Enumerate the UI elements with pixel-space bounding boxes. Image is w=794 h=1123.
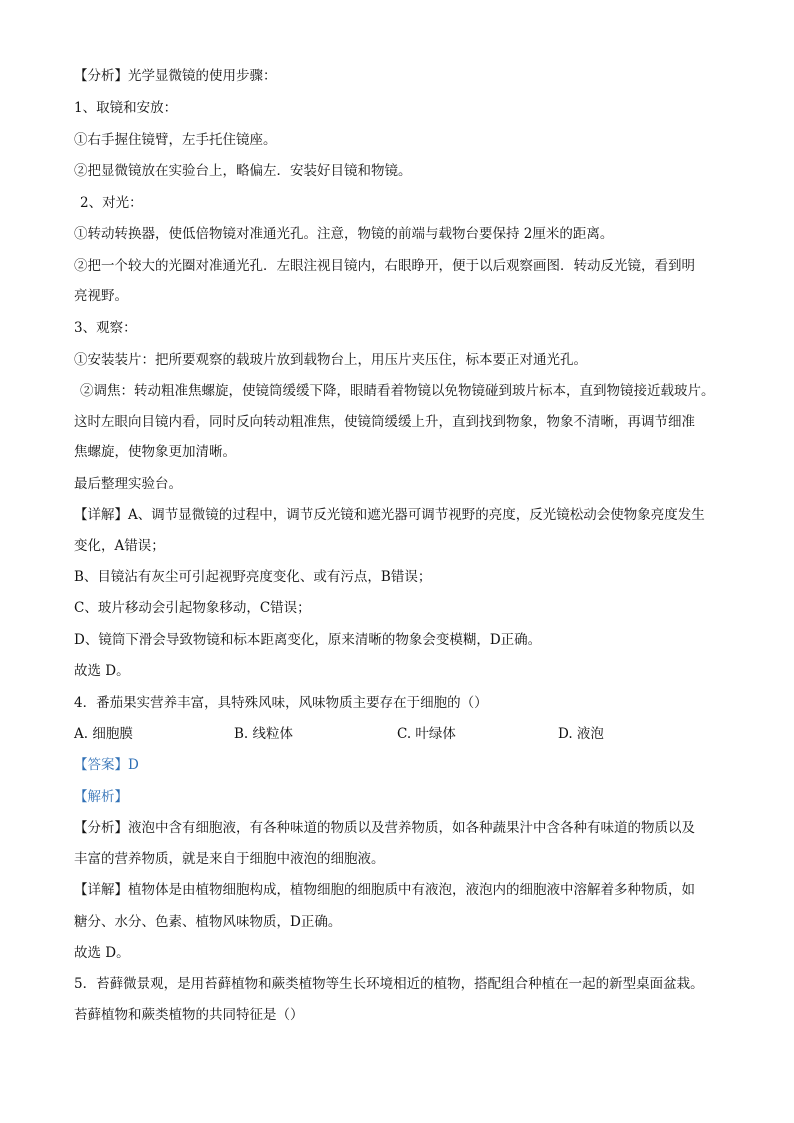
text-line: 糖分、水分、色素、植物风味物质，D正确。 — [74, 914, 342, 930]
text-line: 【详解】A、调节显微镜的过程中，调节反光镜和遮光器可调节视野的亮度，反光镜松动会使物象亮度发生 — [74, 507, 705, 523]
text-line: 这时左眼向目镜内看，同时反向转动粗准焦，使镜筒缓缓上升，直到找到物象，物象不清晰，再调节细准 — [74, 414, 695, 430]
text-line: 故选 D。 — [74, 945, 130, 961]
text-line: 3、观察： — [74, 320, 137, 336]
text-line: 焦螺旋，使物象更加清晰。 — [74, 444, 236, 460]
text-line: 丰富的营养物质，就是来自于细胞中液泡的细胞液。 — [74, 851, 385, 867]
text-line: D、镜筒下滑会导致物镜和标本距离变化，原来清晰的物象会变模糊，D正确。 — [74, 632, 542, 648]
question-4: 4．番茄果实营养丰富，具特殊风味，风味物质主要存在于细胞的（） — [74, 695, 488, 711]
text-line: ②把显微镜放在实验台上，略偏左．安装好目镜和物镜。 — [74, 163, 412, 179]
text-line: 【分析】液泡中含有细胞液，有各种味道的物质以及营养物质，如各种蔬果汁中含各种有味道的物质以及 — [74, 820, 695, 836]
text-line: ②把一个较大的光圈对准通光孔．左眼注视目镜内，右眼睁开，便于以后观察画图．转动反光镜，看到明 — [74, 258, 695, 274]
option-d: D. 液泡 — [558, 726, 604, 742]
text-line: ②调焦：转动粗准焦螺旋，使镜筒缓缓下降，眼睛看着物镜以免物镜碰到玻片标本，直到物镜接近载玻片。 — [80, 383, 715, 399]
text-line: ①右手握住镜臂，左手托住镜座。 — [74, 132, 277, 148]
question-5: 5．苔藓微景观，是用苔藓植物和蕨类植物等生长环境相近的植物，搭配组合种植在一起的新型桌面盆栽。 — [74, 976, 704, 992]
option-c: C. 叶绿体 — [397, 726, 456, 742]
option-a: A. 细胞膜 — [74, 726, 133, 742]
text-line: 故选 D。 — [74, 663, 130, 679]
text-line: C、玻片移动会引起物象移动，C错误； — [74, 600, 311, 616]
text-line: 1、取镜和安放： — [74, 100, 178, 116]
text-line: 【分析】光学显微镜的使用步骤： — [74, 68, 277, 84]
analysis-label: 【解析】 — [74, 789, 128, 805]
text-line: 2、对光： — [80, 195, 143, 211]
text-line: B、目镜沾有灰尘可引起视野亮度变化、或有污点，B错误； — [74, 569, 432, 585]
text-line: ①转动转换器，使低倍物镜对准通光孔。注意，物镜的前端与载物台要保持 2厘米的距离。 — [74, 226, 614, 242]
text-line: 苔藓植物和蕨类植物的共同特征是（） — [74, 1007, 304, 1023]
text-line: 最后整理实验台。 — [74, 476, 182, 492]
answer-label: 【答案】D — [74, 757, 139, 773]
text-line: ①安装装片：把所要观察的载玻片放到载物台上，用压片夹压住，标本要正对通光孔。 — [74, 352, 587, 368]
text-line: 【详解】植物体是由植物细胞构成，植物细胞的细胞质中有液泡，液泡内的细胞液中溶解着多种物质，如 — [74, 882, 695, 898]
option-b: B. 线粒体 — [234, 726, 294, 742]
text-line: 变化，A错误； — [74, 538, 165, 554]
text-line: 亮视野。 — [74, 288, 128, 304]
